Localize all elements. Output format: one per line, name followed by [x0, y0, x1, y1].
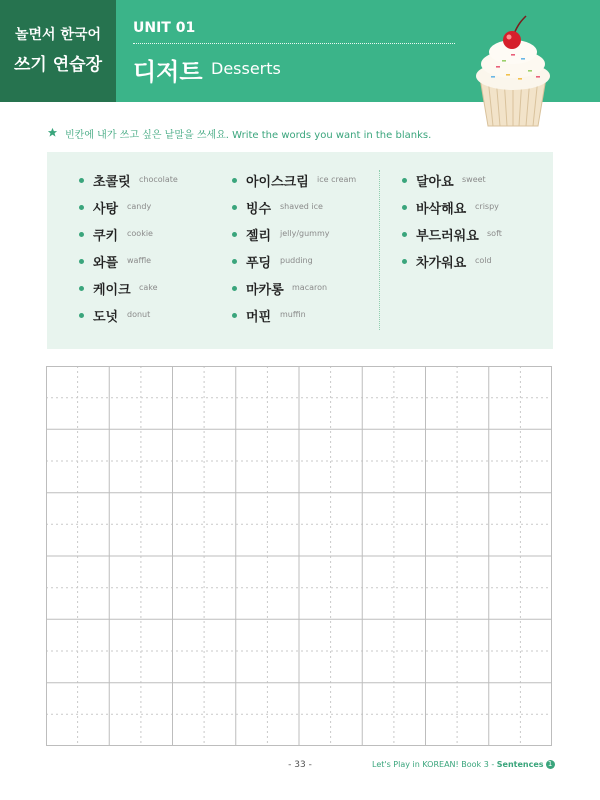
brand-title-line2: 쓰기 연습장 [13, 55, 103, 75]
cupcake-illustration [466, 6, 560, 130]
word-korean: 도넛 [93, 310, 119, 325]
unit-subtitle: Desserts [211, 59, 281, 78]
writing-grid [46, 366, 552, 746]
word-korean: 마카롱 [246, 283, 284, 298]
word-korean: 쿠키 [93, 229, 119, 244]
word-english: chocolate [139, 175, 178, 184]
instruction-text: 빈칸에 내가 쓰고 싶은 낱말을 쓰세요. Write the words you want in the blanks. [65, 130, 432, 141]
header-divider [133, 43, 455, 44]
word-english: candy [127, 202, 152, 211]
word-korean: 와플 [93, 256, 119, 271]
word-english: cookie [127, 229, 153, 238]
word-korean: 부드러워요 [416, 229, 479, 244]
unit-label: UNIT 01 [133, 20, 196, 36]
star-icon [47, 127, 59, 141]
section-label: Sentences [496, 760, 544, 769]
word-korean: 달아요 [416, 175, 454, 190]
instruction-line [47, 126, 431, 141]
brand-title-line1: 놀면서 한국어 [14, 27, 102, 43]
word-english: muffin [280, 310, 306, 319]
word-english: macaron [292, 283, 328, 292]
word-korean: 바삭해요 [416, 202, 467, 217]
unit-title: 디저트 [133, 58, 203, 86]
word-english: pudding [280, 256, 313, 265]
section-number-badge: 1 [546, 760, 555, 769]
word-english: cold [475, 256, 492, 265]
word-korean: 푸딩 [246, 256, 272, 271]
book-footer [372, 760, 554, 769]
brand-block [0, 0, 116, 102]
word-english: ice cream [317, 175, 357, 184]
word-bank [47, 152, 553, 349]
book-title: Let's Play in KOREAN! Book 3 - [372, 760, 497, 769]
page-number: - 33 - [288, 760, 312, 770]
word-korean: 젤리 [246, 229, 272, 244]
word-english: donut [127, 310, 151, 319]
word-korean: 초콜릿 [93, 175, 131, 190]
word-korean: 빙수 [246, 202, 272, 217]
word-korean: 케이크 [93, 283, 131, 298]
word-english: crispy [475, 202, 499, 211]
word-korean: 아이스크림 [246, 175, 309, 190]
word-english: shaved ice [280, 202, 323, 211]
word-english: sweet [462, 175, 486, 184]
word-english: soft [487, 229, 502, 238]
word-korean: 사탕 [93, 202, 119, 217]
word-english: cake [139, 283, 158, 292]
word-korean: 차가워요 [416, 256, 467, 271]
word-english: jelly/gummy [280, 229, 330, 238]
word-english: waffle [127, 256, 152, 265]
word-korean: 머핀 [246, 310, 272, 325]
column-divider [379, 170, 380, 330]
